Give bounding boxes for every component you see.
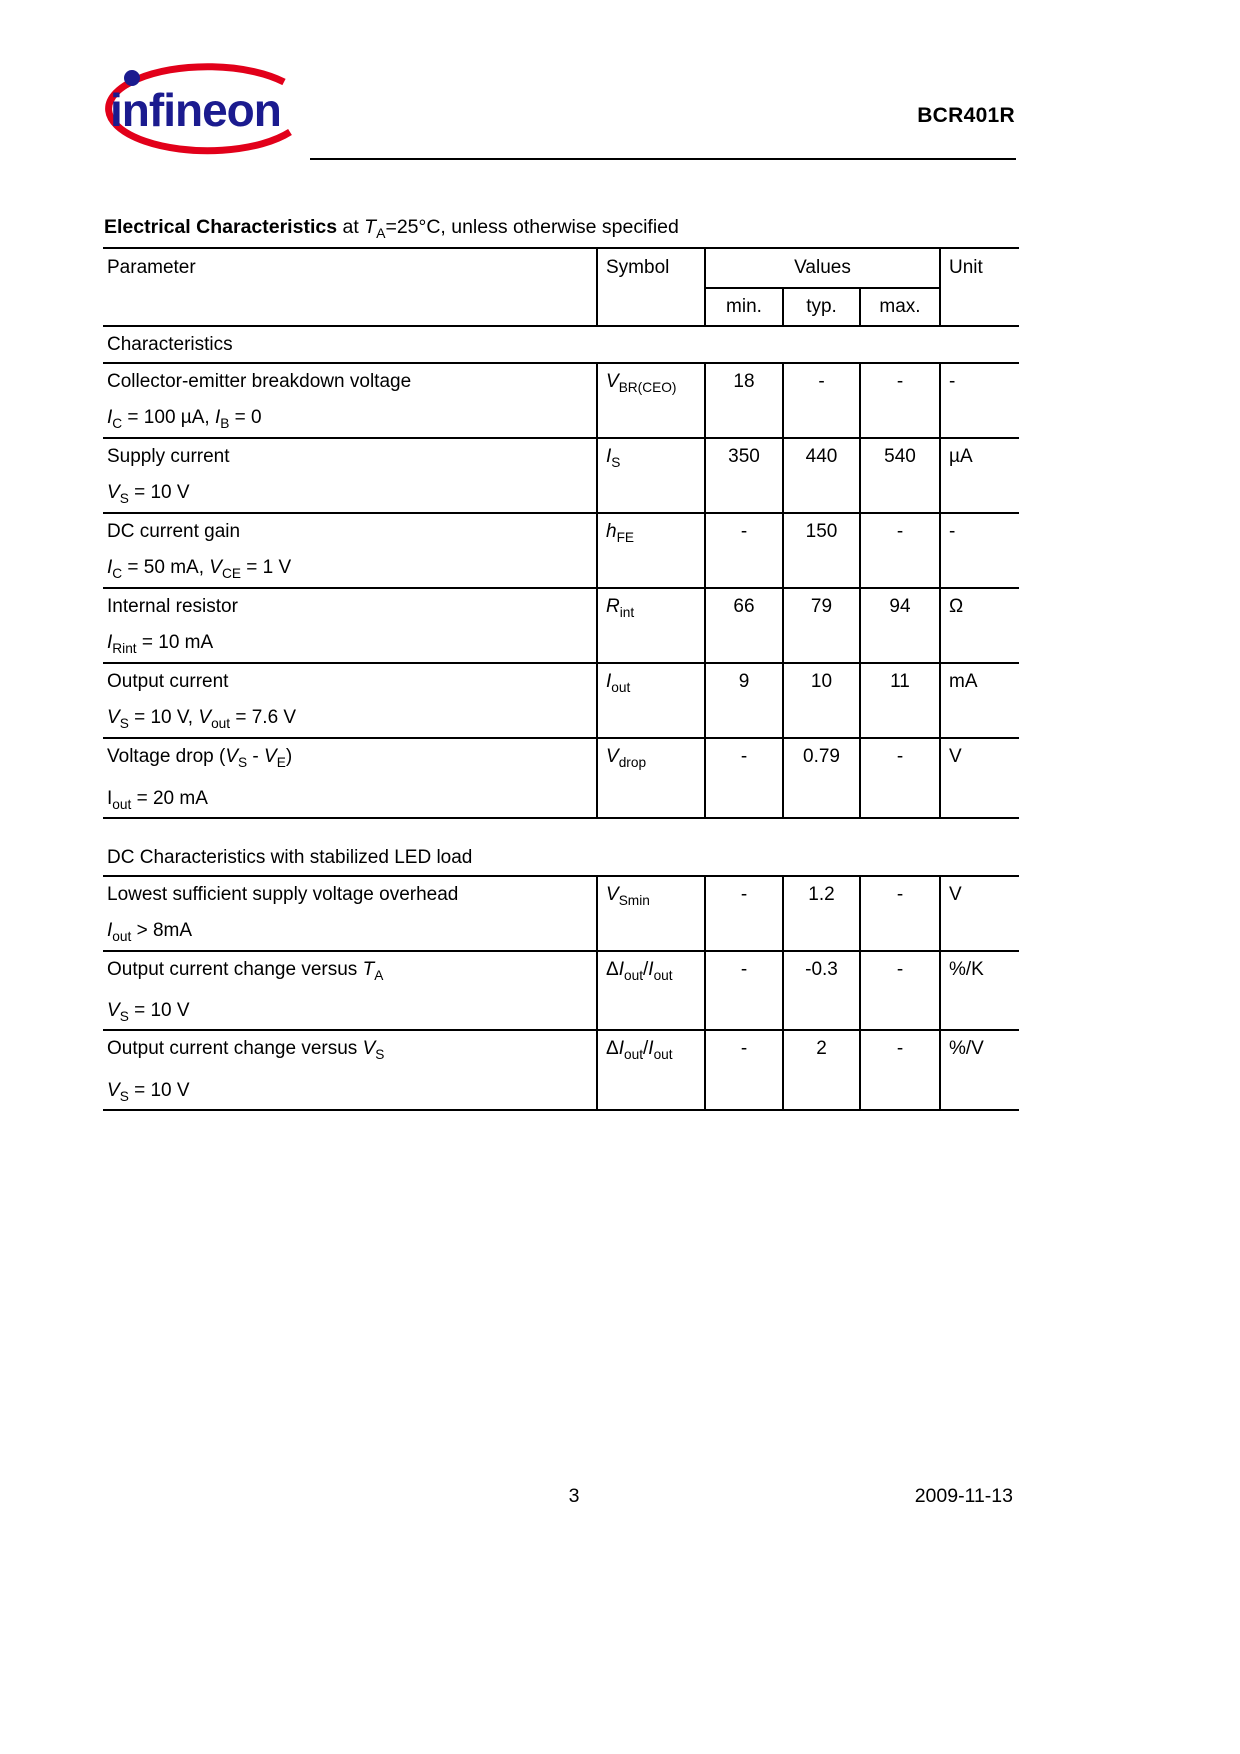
parameter-conditions: $I_C = 100$ µA, $I_B = 0$ xyxy=(107,407,262,431)
parameter-cell xyxy=(103,363,597,438)
parameter-cell xyxy=(103,513,597,588)
min-value-cell: 9 xyxy=(705,663,783,738)
page-title xyxy=(104,216,679,241)
max-value-cell: 11 xyxy=(860,663,940,738)
min-value-cell: 66 xyxy=(705,588,783,663)
electrical-characteristics-table xyxy=(103,247,1019,1111)
table-row xyxy=(103,663,1019,738)
unit-cell: Ω xyxy=(940,588,1019,663)
col-header-values: Values xyxy=(705,248,940,288)
unit-cell: - xyxy=(940,513,1019,588)
min-value-cell: - xyxy=(705,513,783,588)
infineon-logo-graphic xyxy=(86,56,318,160)
parameter-conditions: $I_{out} = 20$ mA xyxy=(107,787,208,812)
parameter-conditions: $V_S = 10$ V xyxy=(107,1000,190,1025)
section-header-row xyxy=(103,326,1019,363)
table-row xyxy=(103,738,1019,818)
max-value-cell: - xyxy=(860,951,940,1031)
parameter-cell xyxy=(103,663,597,738)
parameter-conditions: $V_S = 10$ V xyxy=(107,1079,190,1104)
col-header-parameter: Parameter xyxy=(103,248,597,326)
col-header-symbol: Symbol xyxy=(597,248,705,326)
max-value-cell: - xyxy=(860,1030,940,1110)
infineon-logo xyxy=(86,56,318,160)
parameter-conditions: $I_C = 50$ mA, $V_{CE} = 1$ V xyxy=(107,557,292,581)
unit-cell: %/K xyxy=(940,951,1019,1031)
min-value-cell: - xyxy=(705,951,783,1031)
symbol-cell: $V_{Smin}$ xyxy=(597,876,705,951)
table-row xyxy=(103,438,1019,513)
parameter-cell xyxy=(103,1030,597,1110)
parameter-name: Lowest sufficient supply voltage overhead xyxy=(107,883,459,905)
parameter-name: Output current xyxy=(107,671,229,692)
unit-cell: V xyxy=(940,876,1019,951)
typ-value-cell: - xyxy=(783,363,860,438)
symbol-cell: $I_S$ xyxy=(597,438,705,513)
symbol-cell: $h_{FE}$ xyxy=(597,513,705,588)
col-header-min: min. xyxy=(705,288,783,326)
min-value-cell: - xyxy=(705,738,783,818)
parameter-cell xyxy=(103,438,597,513)
symbol-cell: $V_{BR(CEO)}$ xyxy=(597,363,705,438)
page-title-rest: at $T_A=25^\circ C$, unless otherwise specified xyxy=(337,216,679,241)
symbol-cell: $\Delta I_{out}/I_{out}$ xyxy=(597,951,705,1031)
max-value-cell: - xyxy=(860,738,940,818)
typ-value-cell: 0.79 xyxy=(783,738,860,818)
min-value-cell: 18 xyxy=(705,363,783,438)
max-value-cell: - xyxy=(860,876,940,951)
part-number: BCR401R xyxy=(917,104,1015,127)
typ-value-cell: 2 xyxy=(783,1030,860,1110)
unit-cell: %/V xyxy=(940,1030,1019,1110)
parameter-conditions: $V_S = 10$ V, $V_{out} = 7.6$ V xyxy=(107,707,297,731)
section-title: DC Characteristics with stabilized LED load xyxy=(103,818,1019,876)
parameter-cell xyxy=(103,951,597,1031)
parameter-name: Output current change versus $T_A$ xyxy=(107,958,384,983)
table-row xyxy=(103,513,1019,588)
parameter-name: Voltage drop $(V_S - V_E)$ xyxy=(107,746,293,770)
col-header-unit: Unit xyxy=(940,248,1019,326)
parameter-conditions: $V_S = 10$ V xyxy=(107,482,190,506)
parameter-name: Supply current xyxy=(107,446,230,467)
parameter-conditions: $I_{Rint} = 10$ mA xyxy=(107,632,214,656)
section-title: Characteristics xyxy=(103,326,1019,363)
table-row xyxy=(103,951,1019,1031)
typ-value-cell: 440 xyxy=(783,438,860,513)
parameter-cell xyxy=(103,588,597,663)
parameter-name: DC current gain xyxy=(107,521,241,542)
symbol-cell: $V_{drop}$ xyxy=(597,738,705,818)
unit-cell: mA xyxy=(940,663,1019,738)
footer-date: 2009-11-13 xyxy=(914,1485,1013,1507)
table-header-row xyxy=(103,248,1019,288)
typ-value-cell: 1.2 xyxy=(783,876,860,951)
parameter-name: Collector-emitter breakdown voltage xyxy=(107,371,412,392)
parameter-conditions: $I_{out} > 8mA$ xyxy=(107,919,193,944)
page-number: 3 xyxy=(568,1485,580,1507)
max-value-cell: 540 xyxy=(860,438,940,513)
logo-wordmark: infineon xyxy=(110,84,281,136)
typ-value-cell: 150 xyxy=(783,513,860,588)
symbol-cell: $\Delta I_{out}/I_{out}$ xyxy=(597,1030,705,1110)
min-value-cell: - xyxy=(705,1030,783,1110)
unit-cell: V xyxy=(940,738,1019,818)
parameter-cell xyxy=(103,738,597,818)
unit-cell: - xyxy=(940,363,1019,438)
section-header-row xyxy=(103,818,1019,876)
parameter-name: Output current change versus $V_S$ xyxy=(107,1038,385,1062)
parameter-name: Internal resistor xyxy=(107,596,238,617)
table-row xyxy=(103,588,1019,663)
symbol-cell: $I_{out}$ xyxy=(597,663,705,738)
max-value-cell: - xyxy=(860,513,940,588)
page-title-bold: Electrical Characteristics xyxy=(104,216,338,238)
symbol-cell: $R_{int}$ xyxy=(597,588,705,663)
max-value-cell: - xyxy=(860,363,940,438)
ec-table xyxy=(103,247,1019,1111)
min-value-cell: 350 xyxy=(705,438,783,513)
typ-value-cell: -0.3 xyxy=(783,951,860,1031)
col-header-typ: typ. xyxy=(783,288,860,326)
col-header-max: max. xyxy=(860,288,940,326)
parameter-cell xyxy=(103,876,597,951)
max-value-cell: 94 xyxy=(860,588,940,663)
typ-value-cell: 10 xyxy=(783,663,860,738)
typ-value-cell: 79 xyxy=(783,588,860,663)
header-divider xyxy=(310,158,1016,160)
table-row xyxy=(103,876,1019,951)
min-value-cell: - xyxy=(705,876,783,951)
table-row xyxy=(103,363,1019,438)
table-row xyxy=(103,1030,1019,1110)
unit-cell: µA xyxy=(940,438,1019,513)
